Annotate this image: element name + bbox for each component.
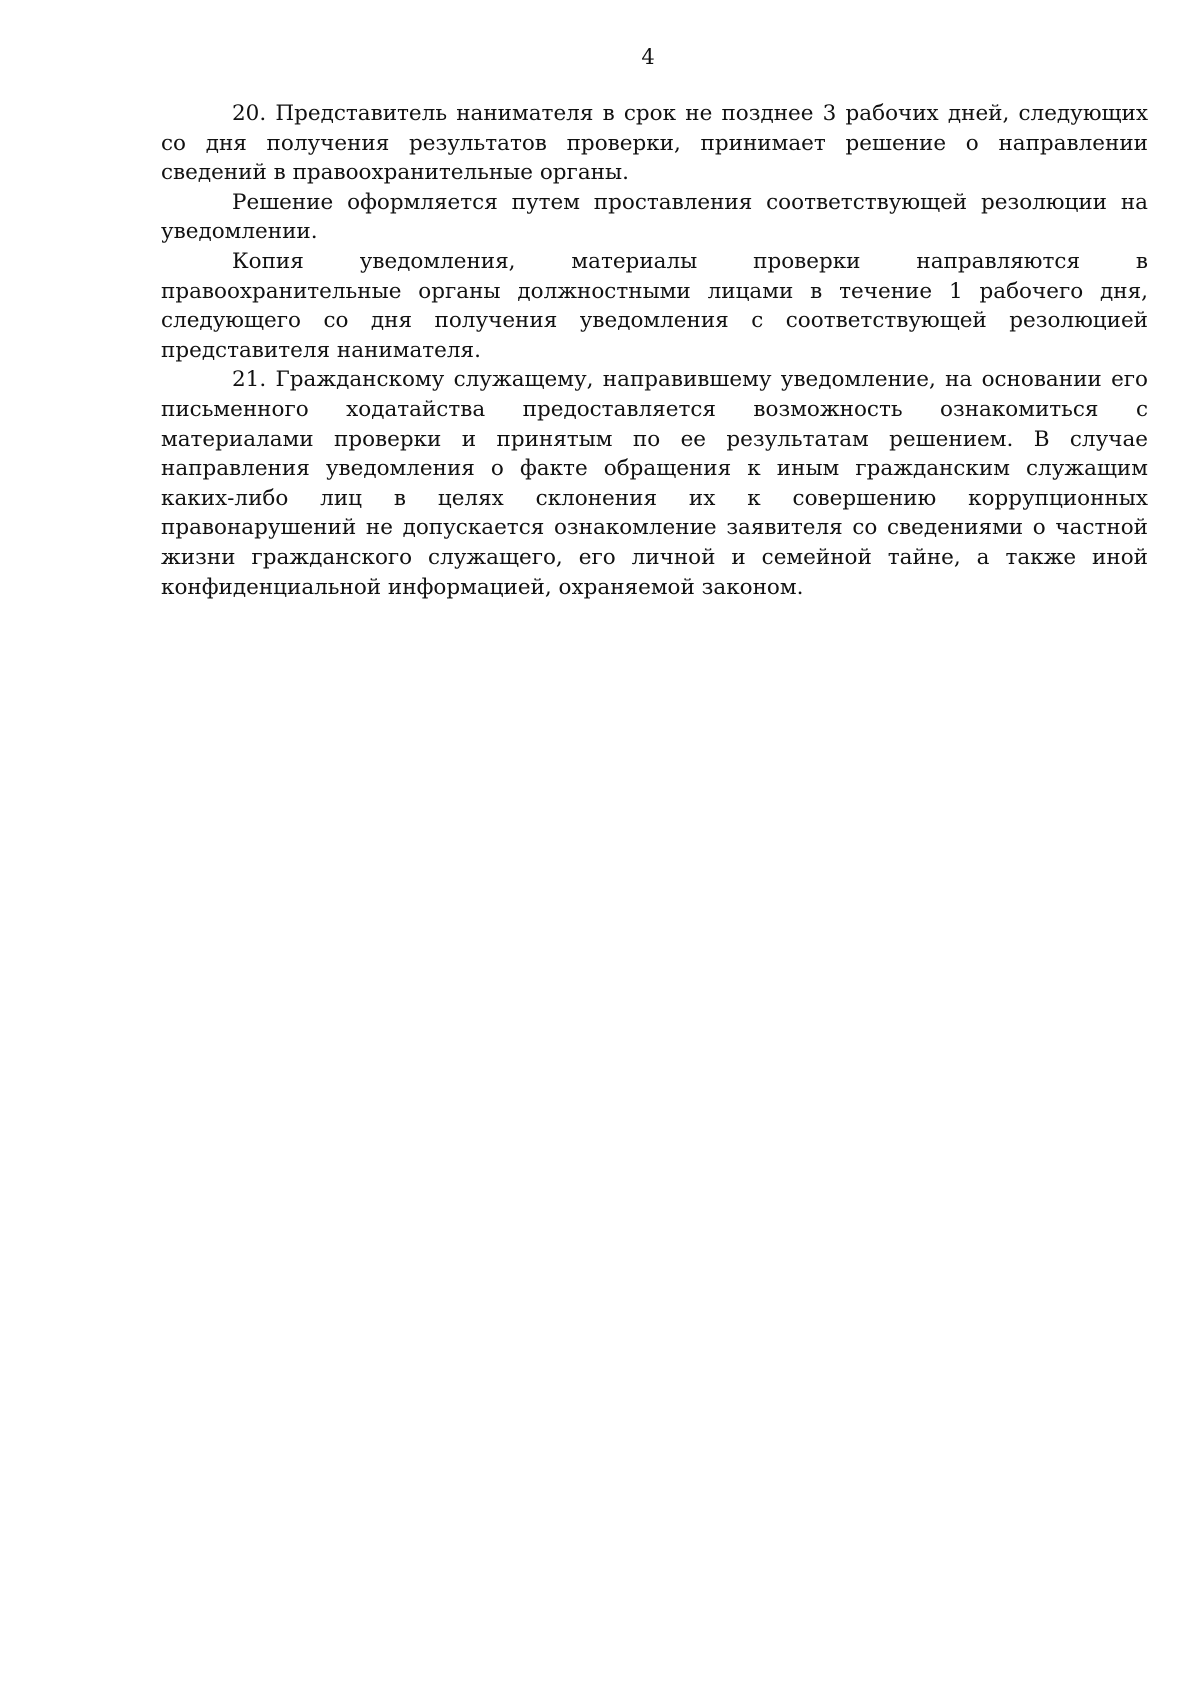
paragraph-20: 20. Представитель нанимателя в срок не позднее 3 рабочих дней, следующих со дня получения результатов проверки, принимает решение о направлении сведений в правоохранительные органы. bbox=[161, 101, 1148, 186]
paragraph-21: 21. Гражданскому служащему, направившему уведомление, на основании его письменного ходатайства предоставляется возможность ознакомиться с материалами проверки и принятым по ее результатам решением. В случае направления уведомления о факте обращения к иным гражданским служащим каких-либо лиц в целях склонения их к совершению коррупционных правонарушений не допускается ознакомление заявителя со сведениями о частной жизни гражданского служащего, его личной и семейной тайне, а также иной конфиденциальной информацией, охраняемой законом. bbox=[161, 367, 1148, 600]
paragraph-copy: Копия уведомления, материалы проверки направляются в правоохранительные органы должностными лицами в течение 1 рабочего дня, следующего со дня получения уведомления с соответствующей резолюцией представителя нанимателя. bbox=[161, 248, 1148, 363]
paragraph-resolution: Решение оформляется путем проставления соответствующей резолюции на уведомлении. bbox=[161, 189, 1148, 245]
page-number: 4 bbox=[641, 45, 655, 69]
document-body bbox=[161, 99, 1148, 602]
